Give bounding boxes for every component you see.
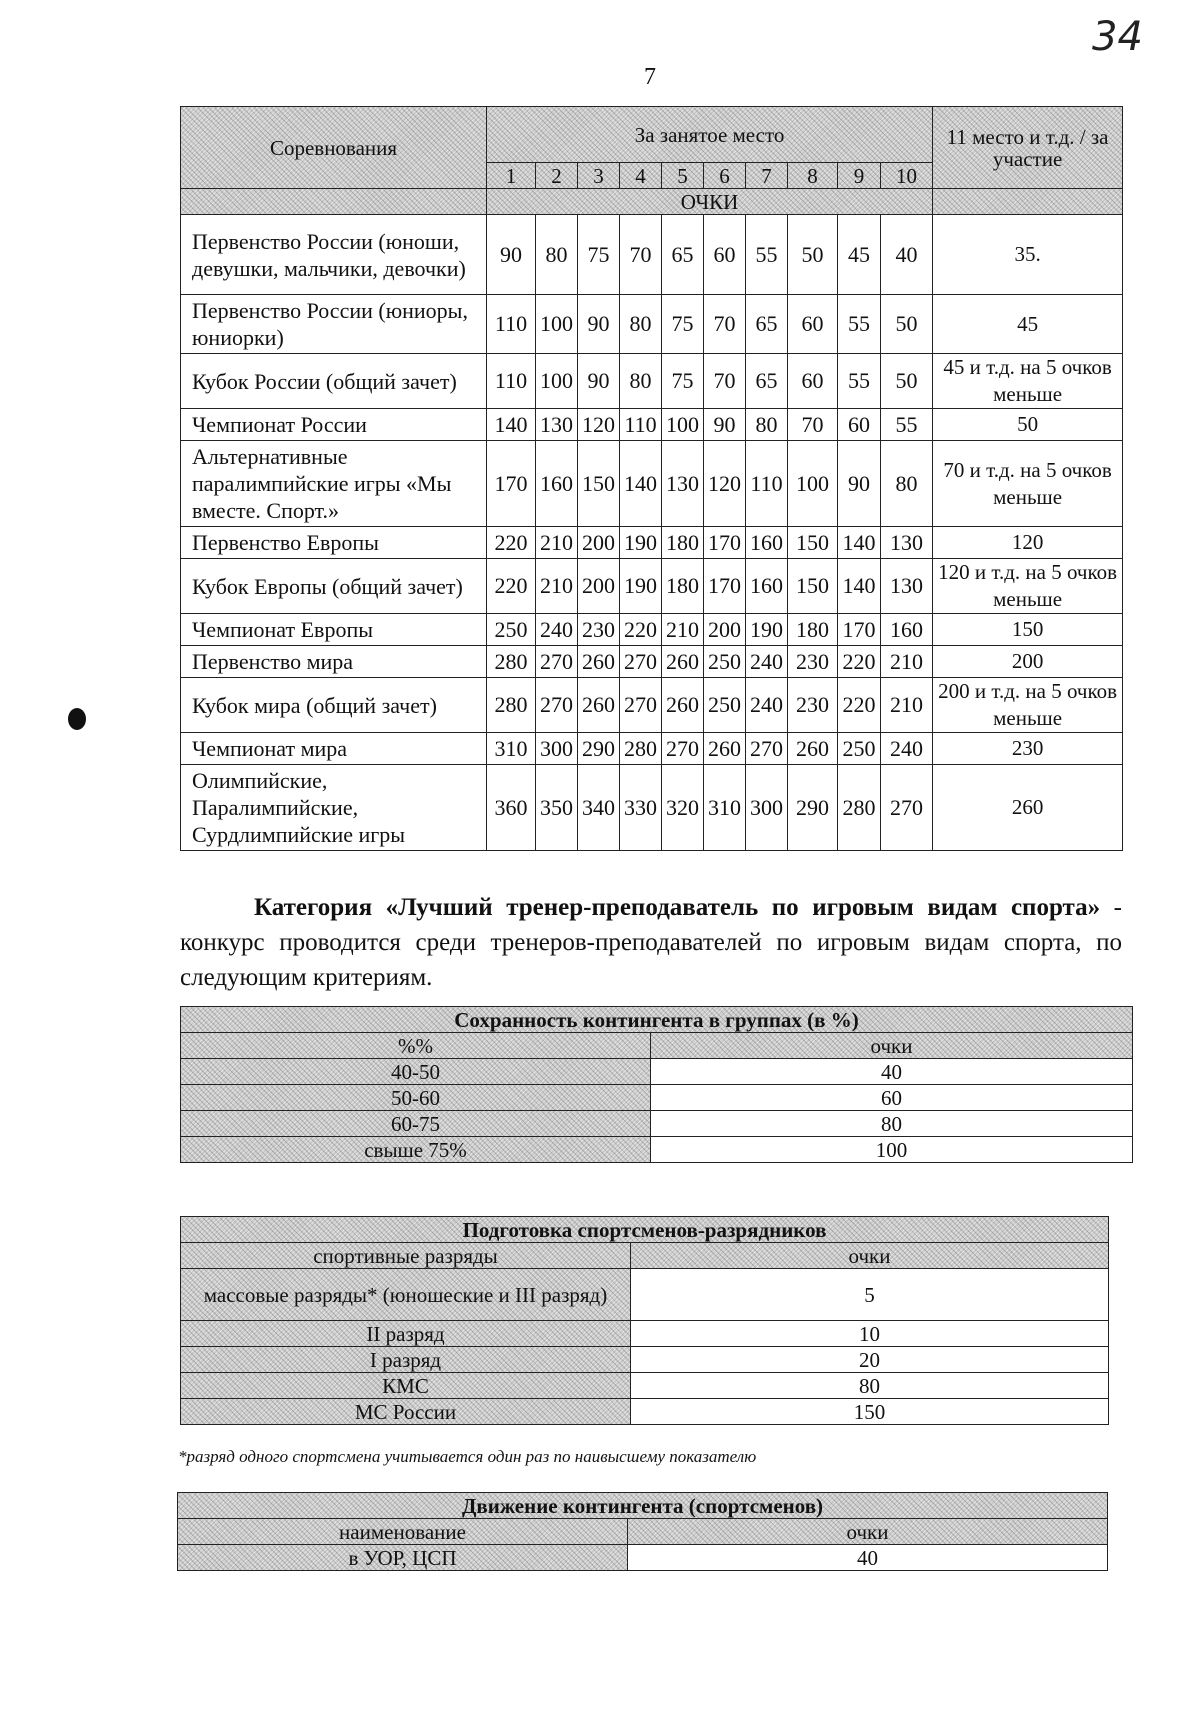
table-row xyxy=(181,765,1123,851)
points-cell: 160 xyxy=(536,441,578,527)
places-points-table xyxy=(180,106,1123,851)
criterion-points: 40 xyxy=(628,1545,1108,1571)
competition-name: Кубок Европы (общий зачет) xyxy=(181,559,487,614)
retention-table xyxy=(180,1006,1133,1163)
points-cell: 230 xyxy=(788,646,838,678)
participation-points: 45 и т.д. на 5 очков меньше xyxy=(933,354,1123,409)
points-cell: 190 xyxy=(746,614,788,646)
points-cell: 60 xyxy=(788,295,838,354)
movement-title: Движение контингента (спортсменов) xyxy=(178,1493,1108,1519)
criterion-points: 10 xyxy=(631,1321,1109,1347)
points-cell: 50 xyxy=(788,215,838,295)
category-description: - конкурс проводится среди тренеров-преподавателей по игровым видам спорта, по следующим критериям. xyxy=(180,894,1122,991)
table-row xyxy=(178,1545,1108,1571)
points-cell: 210 xyxy=(662,614,704,646)
participation-points: 200 и т.д. на 5 очков меньше xyxy=(933,678,1123,733)
table-row xyxy=(181,733,1123,765)
competition-name: Кубок мира (общий зачет) xyxy=(181,678,487,733)
points-cell: 220 xyxy=(838,678,881,733)
participation-points: 230 xyxy=(933,733,1123,765)
points-cell: 100 xyxy=(662,409,704,441)
points-cell: 300 xyxy=(746,765,788,851)
points-cell: 280 xyxy=(620,733,662,765)
points-cell: 270 xyxy=(662,733,704,765)
table-row xyxy=(181,1347,1109,1373)
points-cell: 90 xyxy=(487,215,536,295)
points-cell: 130 xyxy=(536,409,578,441)
points-cell: 220 xyxy=(487,527,536,559)
points-cell: 270 xyxy=(536,678,578,733)
points-cell: 150 xyxy=(788,527,838,559)
points-cell: 65 xyxy=(746,354,788,409)
competition-name: Чемпионат России xyxy=(181,409,487,441)
points-cell: 300 xyxy=(536,733,578,765)
points-cell: 260 xyxy=(662,646,704,678)
criterion-points: 100 xyxy=(651,1137,1133,1163)
punch-hole-mark xyxy=(68,708,86,730)
criterion-label: 40-50 xyxy=(181,1059,651,1085)
retention-col-points: очки xyxy=(651,1033,1133,1059)
participation-points: 260 xyxy=(933,765,1123,851)
competition-name: Олимпийские, Паралимпийские, Сурдлимпийские игры xyxy=(181,765,487,851)
points-cell: 55 xyxy=(838,354,881,409)
points-cell: 330 xyxy=(620,765,662,851)
criterion-label: массовые разряды* (юношеские и III разряд) xyxy=(181,1269,631,1321)
table-row xyxy=(181,409,1123,441)
points-cell: 45 xyxy=(838,215,881,295)
table-row xyxy=(181,527,1123,559)
ranks-table xyxy=(180,1216,1109,1425)
table-row xyxy=(181,1373,1109,1399)
points-cell: 120 xyxy=(704,441,746,527)
points-cell: 140 xyxy=(838,559,881,614)
points-cell: 240 xyxy=(881,733,933,765)
points-cell: 160 xyxy=(746,559,788,614)
points-label: ОЧКИ xyxy=(487,189,933,215)
retention-col-percent: %% xyxy=(181,1033,651,1059)
points-cell: 50 xyxy=(881,354,933,409)
table-row xyxy=(181,678,1123,733)
points-cell: 50 xyxy=(881,295,933,354)
points-cell: 250 xyxy=(487,614,536,646)
points-cell: 250 xyxy=(704,646,746,678)
table-row xyxy=(181,1085,1133,1111)
points-cell: 80 xyxy=(620,354,662,409)
points-cell: 70 xyxy=(704,295,746,354)
participation-points: 35. xyxy=(933,215,1123,295)
table-row xyxy=(181,1137,1133,1163)
points-cell: 240 xyxy=(746,646,788,678)
points-cell: 60 xyxy=(704,215,746,295)
header-eleventh-place: 11 место и т.д. / за участие xyxy=(933,107,1123,189)
participation-points: 120 и т.д. на 5 очков меньше xyxy=(933,559,1123,614)
criterion-points: 20 xyxy=(631,1347,1109,1373)
points-cell: 240 xyxy=(746,678,788,733)
page-number: 7 xyxy=(644,64,656,90)
points-cell: 60 xyxy=(838,409,881,441)
criterion-points: 80 xyxy=(631,1373,1109,1399)
criterion-points: 5 xyxy=(631,1269,1109,1321)
points-cell: 180 xyxy=(788,614,838,646)
points-cell: 210 xyxy=(536,559,578,614)
participation-points: 150 xyxy=(933,614,1123,646)
points-cell: 90 xyxy=(704,409,746,441)
points-cell: 140 xyxy=(838,527,881,559)
points-cell: 260 xyxy=(704,733,746,765)
place-number: 9 xyxy=(838,163,881,189)
category-paragraph xyxy=(180,890,1122,995)
criterion-points: 80 xyxy=(651,1111,1133,1137)
table-row xyxy=(181,354,1123,409)
points-cell: 200 xyxy=(578,559,620,614)
points-cell: 130 xyxy=(662,441,704,527)
points-cell: 70 xyxy=(620,215,662,295)
points-cell: 270 xyxy=(620,646,662,678)
points-cell: 190 xyxy=(620,559,662,614)
points-cell: 80 xyxy=(881,441,933,527)
points-cell: 340 xyxy=(578,765,620,851)
retention-title: Сохранность контингента в группах (в %) xyxy=(181,1007,1133,1033)
points-cell: 110 xyxy=(487,295,536,354)
points-row-blank xyxy=(181,189,487,215)
points-cell: 130 xyxy=(881,527,933,559)
points-cell: 320 xyxy=(662,765,704,851)
points-cell: 40 xyxy=(881,215,933,295)
place-number: 10 xyxy=(881,163,933,189)
competition-name: Чемпионат Европы xyxy=(181,614,487,646)
points-cell: 350 xyxy=(536,765,578,851)
points-cell: 260 xyxy=(578,646,620,678)
table-row xyxy=(181,295,1123,354)
points-cell: 200 xyxy=(578,527,620,559)
points-cell: 280 xyxy=(487,678,536,733)
points-cell: 260 xyxy=(662,678,704,733)
points-cell: 55 xyxy=(838,295,881,354)
points-cell: 270 xyxy=(881,765,933,851)
points-cell: 55 xyxy=(881,409,933,441)
points-cell: 270 xyxy=(536,646,578,678)
points-cell: 260 xyxy=(788,733,838,765)
competition-name: Кубок России (общий зачет) xyxy=(181,354,487,409)
competition-name: Первенство России (юниоры, юниорки) xyxy=(181,295,487,354)
points-cell: 100 xyxy=(536,295,578,354)
points-cell: 290 xyxy=(788,765,838,851)
points-cell: 280 xyxy=(838,765,881,851)
points-cell: 110 xyxy=(487,354,536,409)
points-cell: 200 xyxy=(704,614,746,646)
movement-col-points: очки xyxy=(628,1519,1108,1545)
points-cell: 120 xyxy=(578,409,620,441)
points-cell: 180 xyxy=(662,527,704,559)
points-cell: 280 xyxy=(487,646,536,678)
competition-name: Первенство мира xyxy=(181,646,487,678)
points-cell: 260 xyxy=(578,678,620,733)
place-number: 8 xyxy=(788,163,838,189)
points-cell: 190 xyxy=(620,527,662,559)
points-cell: 310 xyxy=(704,765,746,851)
place-number: 2 xyxy=(536,163,578,189)
place-number: 7 xyxy=(746,163,788,189)
points-cell: 230 xyxy=(788,678,838,733)
table-row xyxy=(181,614,1123,646)
points-cell: 160 xyxy=(881,614,933,646)
competition-name: Чемпионат мира xyxy=(181,733,487,765)
points-cell: 210 xyxy=(881,678,933,733)
criterion-label: свыше 75% xyxy=(181,1137,651,1163)
participation-points: 50 xyxy=(933,409,1123,441)
points-cell: 270 xyxy=(620,678,662,733)
handwritten-page-number: 34 xyxy=(1092,14,1143,60)
criterion-label: в УОР, ЦСП xyxy=(178,1545,628,1571)
points-cell: 170 xyxy=(704,527,746,559)
criterion-points: 40 xyxy=(651,1059,1133,1085)
place-number: 5 xyxy=(662,163,704,189)
points-cell: 65 xyxy=(662,215,704,295)
points-cell: 150 xyxy=(578,441,620,527)
table-row xyxy=(181,441,1123,527)
points-cell: 220 xyxy=(620,614,662,646)
criterion-label: 50-60 xyxy=(181,1085,651,1111)
participation-points: 70 и т.д. на 5 очков меньше xyxy=(933,441,1123,527)
points-cell: 230 xyxy=(578,614,620,646)
points-cell: 110 xyxy=(620,409,662,441)
place-number: 4 xyxy=(620,163,662,189)
points-cell: 240 xyxy=(536,614,578,646)
points-cell: 90 xyxy=(838,441,881,527)
participation-points: 120 xyxy=(933,527,1123,559)
place-number: 1 xyxy=(487,163,536,189)
points-cell: 290 xyxy=(578,733,620,765)
competition-name: Первенство России (юноши, девушки, мальчики, девочки) xyxy=(181,215,487,295)
table-row xyxy=(181,215,1123,295)
table-row xyxy=(181,1269,1109,1321)
table-row xyxy=(181,1399,1109,1425)
points-cell: 160 xyxy=(746,527,788,559)
criterion-label: I разряд xyxy=(181,1347,631,1373)
points-cell: 90 xyxy=(578,295,620,354)
points-cell: 55 xyxy=(746,215,788,295)
criterion-label: КМС xyxy=(181,1373,631,1399)
points-cell: 250 xyxy=(704,678,746,733)
points-cell: 140 xyxy=(620,441,662,527)
points-cell: 60 xyxy=(788,354,838,409)
points-cell: 70 xyxy=(788,409,838,441)
criterion-label: 60-75 xyxy=(181,1111,651,1137)
points-cell: 140 xyxy=(487,409,536,441)
points-cell: 75 xyxy=(578,215,620,295)
participation-points: 45 xyxy=(933,295,1123,354)
competition-name: Альтернативные паралимпийские игры «Мы вместе. Спорт.» xyxy=(181,441,487,527)
points-cell: 70 xyxy=(704,354,746,409)
header-place: За занятое место xyxy=(487,107,933,163)
footnote: *разряд одного спортсмена учитывается один раз по наивысшему показателю xyxy=(178,1447,757,1466)
points-row-blank-right xyxy=(933,189,1123,215)
criterion-label: МС России xyxy=(181,1399,631,1425)
table-row xyxy=(181,1321,1109,1347)
ranks-title: Подготовка спортсменов-разрядников xyxy=(181,1217,1109,1243)
place-number: 6 xyxy=(704,163,746,189)
points-cell: 220 xyxy=(838,646,881,678)
criterion-points: 150 xyxy=(631,1399,1109,1425)
points-cell: 170 xyxy=(487,441,536,527)
points-cell: 210 xyxy=(536,527,578,559)
points-cell: 310 xyxy=(487,733,536,765)
place-number: 3 xyxy=(578,163,620,189)
ranks-col-ranks: спортивные разряды xyxy=(181,1243,631,1269)
criterion-label: II разряд xyxy=(181,1321,631,1347)
points-cell: 80 xyxy=(620,295,662,354)
points-cell: 250 xyxy=(838,733,881,765)
participation-points: 200 xyxy=(933,646,1123,678)
points-cell: 65 xyxy=(746,295,788,354)
points-cell: 180 xyxy=(662,559,704,614)
points-cell: 100 xyxy=(536,354,578,409)
points-cell: 150 xyxy=(788,559,838,614)
movement-col-name: наименование xyxy=(178,1519,628,1545)
points-cell: 75 xyxy=(662,295,704,354)
points-cell: 100 xyxy=(788,441,838,527)
category-title: Категория «Лучший тренер-преподаватель по игровым видам спорта» xyxy=(254,894,1101,921)
table-row xyxy=(181,646,1123,678)
table-row xyxy=(181,1059,1133,1085)
competition-name: Первенство Европы xyxy=(181,527,487,559)
points-cell: 80 xyxy=(536,215,578,295)
points-cell: 210 xyxy=(881,646,933,678)
points-cell: 170 xyxy=(838,614,881,646)
points-cell: 220 xyxy=(487,559,536,614)
ranks-col-points: очки xyxy=(631,1243,1109,1269)
movement-table xyxy=(177,1492,1108,1571)
points-cell: 360 xyxy=(487,765,536,851)
points-cell: 270 xyxy=(746,733,788,765)
points-cell: 130 xyxy=(881,559,933,614)
points-cell: 110 xyxy=(746,441,788,527)
points-cell: 75 xyxy=(662,354,704,409)
points-cell: 170 xyxy=(704,559,746,614)
table-row xyxy=(181,559,1123,614)
header-competitions: Соревнования xyxy=(181,107,487,189)
criterion-points: 60 xyxy=(651,1085,1133,1111)
points-cell: 90 xyxy=(578,354,620,409)
table-row xyxy=(181,1111,1133,1137)
points-cell: 80 xyxy=(746,409,788,441)
